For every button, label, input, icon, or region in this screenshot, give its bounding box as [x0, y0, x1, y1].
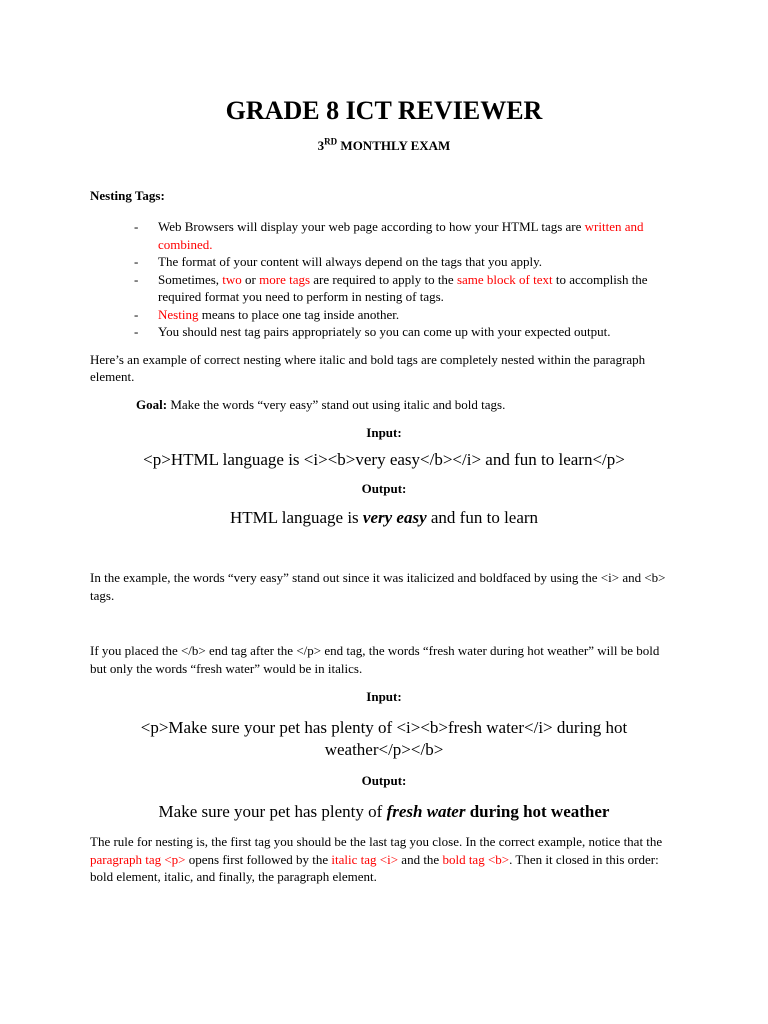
- page-subtitle: [90, 138, 678, 154]
- highlight-text: italic tag <i>: [331, 851, 399, 867]
- rule-text: . Then it closed in this order: bold element, italic, and finally, the paragraph element.: [90, 851, 659, 884]
- bullet-text: You should nest tag pairs appropriately so you can come up with your expected output.: [158, 324, 611, 339]
- bullet-text: to accomplish the required format you need to perform in nesting of tags.: [158, 271, 648, 304]
- highlight-text: two: [222, 271, 242, 287]
- bullet-dash: -: [134, 271, 139, 287]
- rule-text: The rule for nesting is, the first tag you should be the last tag you close. In the correct example, notice that the: [90, 834, 663, 849]
- bullet-dash: -: [134, 324, 139, 339]
- output-bold-italic-text: very easy: [362, 508, 427, 527]
- output-label-2: Output:: [361, 773, 407, 788]
- bullet-text: are required to apply to the: [310, 271, 457, 287]
- goal-paragraph: [90, 396, 678, 414]
- bullet-text: The format of your content will always depend on the tags that you apply.: [158, 254, 543, 269]
- highlight-text: written and combined.: [158, 219, 644, 252]
- rule-text: and the: [398, 851, 443, 867]
- input-code-1: <p>HTML language is <i><b>very easy</b></i> and fun to learn</p>: [143, 450, 625, 469]
- intro-paragraph: Here’s an example of correct nesting where italic and bold tags are completely nested within the paragraph element.: [90, 351, 646, 384]
- list-item: [90, 306, 678, 324]
- bullet-dash: -: [134, 306, 139, 322]
- output-text-2: [90, 801, 678, 823]
- output-plain-text: HTML language is: [229, 508, 363, 527]
- highlight-text: more tags: [259, 271, 311, 287]
- rule-text: opens first followed by the: [185, 851, 332, 867]
- page-title: GRADE 8 ICT REVIEWER: [225, 96, 543, 125]
- list-item: [90, 271, 678, 306]
- highlight-text: paragraph tag <p>: [90, 851, 186, 867]
- list-item: [90, 323, 678, 341]
- nesting-bullet-list: [90, 218, 678, 341]
- highlight-text: bold tag <b>: [442, 851, 510, 867]
- list-item: [90, 218, 678, 253]
- bullet-dash: -: [134, 254, 139, 269]
- bullet-text: Web Browsers will display your web page according to how your HTML tags are: [158, 219, 585, 234]
- subtitle-text: MONTHLY EXAM: [337, 138, 451, 153]
- goal-text: Make the words “very easy” stand out using italic and bold tags.: [167, 396, 506, 412]
- subtitle-number: 3: [317, 138, 325, 153]
- list-item: [90, 253, 678, 271]
- input-code-2: <p>Make sure your pet has plenty of <i><b>fresh water</i> during hot weather</p></b>: [140, 718, 628, 759]
- output-bold-text: during hot weather: [465, 802, 610, 821]
- subtitle-ordinal: RD: [324, 136, 338, 147]
- bullet-text: Sometimes,: [158, 271, 223, 287]
- bullet-text: or: [241, 271, 260, 287]
- highlight-text: same block of text: [456, 271, 553, 287]
- input-label-1: Input:: [366, 425, 402, 440]
- output-plain-text: Make sure your pet has plenty of: [158, 802, 387, 821]
- output-plain-text: and fun to learn: [426, 508, 539, 527]
- output-label-1: Output:: [361, 481, 407, 496]
- output-text-1: [90, 507, 678, 529]
- highlight-text: Nesting: [158, 306, 199, 322]
- rule-paragraph: [90, 833, 678, 886]
- bullet-text: means to place one tag inside another.: [198, 306, 400, 322]
- bullet-dash: -: [134, 219, 139, 234]
- explanation-paragraph-2: If you placed the </b> end tag after the </p> end tag, the words “fresh water during hot weather” will be bold but only the words “fresh water” would be in italics.: [90, 643, 660, 676]
- input-label-2: Input:: [366, 689, 402, 704]
- output-bold-italic-text: fresh water: [386, 802, 466, 821]
- goal-label: Goal:: [136, 396, 168, 412]
- explanation-paragraph-1: In the example, the words “very easy” stand out since it was italicized and boldfaced by using the <i> and <b> tags.: [90, 570, 666, 603]
- nesting-tags-heading: Nesting Tags:: [90, 188, 165, 203]
